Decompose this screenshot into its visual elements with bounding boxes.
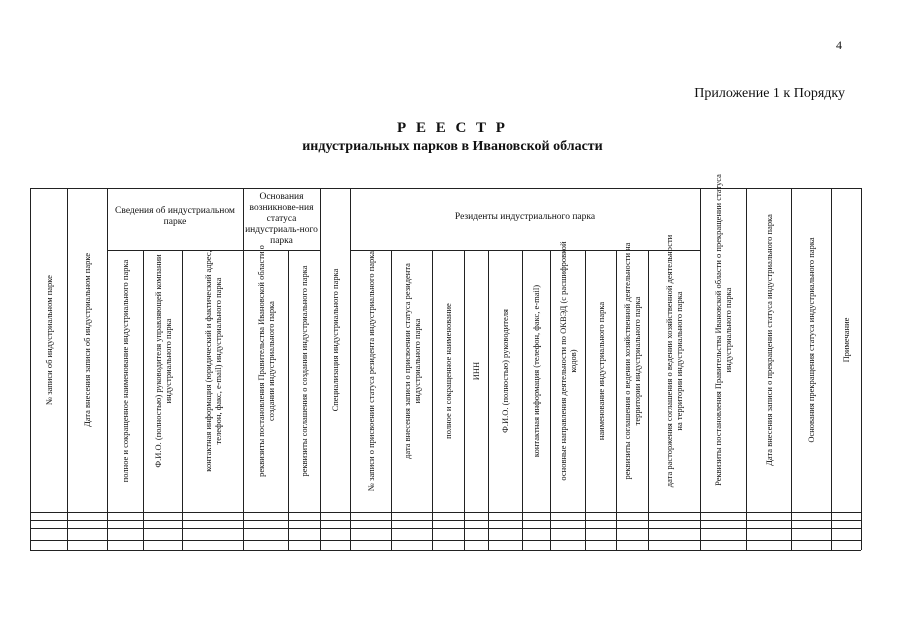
table-rule — [30, 550, 861, 551]
column-header — [143, 250, 182, 512]
column-header-label: дата расторжения соглашения о ведении хозяйственной деятельности на территории индустриального парка — [664, 234, 684, 488]
column-header-label: ИНН — [471, 361, 481, 381]
column-header — [464, 250, 488, 512]
page-number: 4 — [836, 38, 842, 52]
column-header — [288, 250, 320, 512]
column-header-label: реквизиты соглашения о ведении хозяйственной деятельности на территории индустриального парка — [622, 242, 642, 480]
group-header-grounds: Основания возникнове-ния статуса индустриаль-ного парка — [245, 191, 318, 246]
column-header-label: реквизиты соглашения о создании индустриального парка — [299, 265, 309, 477]
column-header — [488, 250, 522, 512]
column-header — [243, 245, 288, 512]
column-header — [616, 242, 648, 512]
column-header — [350, 250, 391, 512]
appendix-label: Приложение 1 к Порядку — [694, 86, 845, 101]
group-header-info: Сведения об индустриальном парке — [115, 206, 235, 227]
column-header — [746, 188, 791, 512]
column-header — [107, 250, 143, 512]
document-title — [0, 120, 905, 155]
table-rule — [30, 540, 861, 541]
column-header-label: реквизиты постановления Правительства Ивановской области о создании индустриального парка — [255, 245, 276, 477]
column-header-label: Специализация индустриального парка — [330, 268, 340, 412]
column-header — [585, 250, 616, 512]
column-header-label: Дата внесения записи об индустриальном парке — [82, 252, 92, 428]
group-header-residents: Резиденты индустриального парка — [454, 212, 596, 222]
column-header — [522, 250, 550, 512]
table-rule — [30, 512, 861, 513]
column-header-label: Примечание — [841, 317, 851, 363]
column-header — [432, 250, 464, 512]
column-header — [648, 234, 700, 512]
column-header-label: № записи об индустриальном парке — [43, 275, 54, 405]
column-header — [550, 241, 585, 512]
column-header-label: Дата внесения записи о прекращении статуса индустриального парка — [763, 214, 774, 466]
column-header — [391, 250, 432, 512]
column-header-label: дата внесения записи о присвоении статуса резидента индустриального парка — [401, 263, 422, 459]
column-header-label: № записи о присвоении статуса резидента индустриального парка — [365, 250, 376, 492]
title-line-1: Р Е Е С Т Р — [397, 120, 508, 136]
table-rule — [30, 520, 861, 521]
column-header — [67, 188, 107, 512]
column-header-label: контактная информация (телефон, факс, e-mail) — [531, 284, 541, 458]
column-header-label: Ф.И.О. (полностью) руководителя — [500, 309, 510, 433]
column-header-label: наименование индустриального парка — [595, 301, 606, 441]
column-header-label: основные направления деятельности по ОКВЭД (с расшифровкой кодов) — [557, 241, 578, 481]
column-header — [30, 188, 67, 512]
table-rule — [30, 528, 861, 529]
table-rule — [861, 188, 862, 550]
column-header — [791, 188, 831, 512]
registry-table — [30, 174, 861, 550]
column-header-label: Реквизиты постановления Правительства Ивановской области о прекращении статуса индустриального парка — [713, 174, 733, 486]
column-header-label: полное и сокращенное наименование индустриального парка — [120, 259, 130, 483]
column-header — [831, 188, 861, 512]
column-header-label: контактная информация (юридический и фактический адрес, телефон, факс, e-mail) индустриального парка — [202, 250, 223, 472]
column-header — [182, 250, 243, 512]
column-header-label: полное и сокращенное наименование — [443, 303, 453, 439]
column-header-label: Ф.И.О. (полностью) руководителя управляющей компании индустриального парка — [152, 254, 173, 468]
column-header — [700, 174, 746, 512]
title-line-2: индустриальных парков в Ивановской области — [302, 139, 603, 154]
column-header — [320, 188, 350, 512]
column-header-label: Основания прекращения статуса индустриального парка — [806, 237, 816, 443]
